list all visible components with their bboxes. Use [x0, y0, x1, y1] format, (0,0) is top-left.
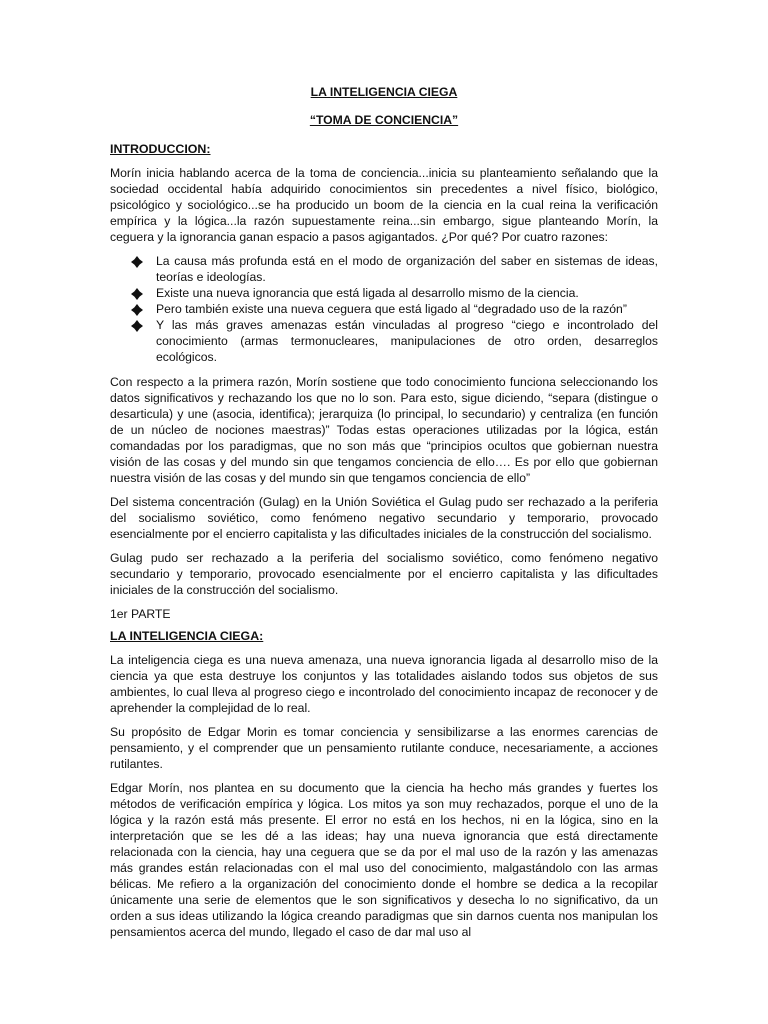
part-label: 1er PARTE — [110, 607, 171, 621]
document-title: LA INTELIGENCIA CIEGA — [310, 85, 458, 99]
list-item — [110, 285, 658, 301]
paragraph-first-reason: Con respecto a la primera razón, Morín sostiene que todo conocimiento funciona seleccionando los datos significativos y rechazando los que no lo son. Para esto, sigue diciendo, “separa (distingue o desarticula) y une (asocia, identifica); jerarquiza (lo principal, lo secundario) y centraliza (en función de un núcleo de nociones maestras)” Todas estas operaciones utilizadas por la lógica, están comandadas por los paradigmas, que no son más que “principios ocultos que gobiernan nuestra visión de las cosas y del mundo sin que tengamos conciencia de ello…. Es por ello que gobiernan nuestra visión de las cosas y del mundo sin que tengamos conciencia de ello” — [110, 375, 658, 485]
list-item-text: Pero también existe una nueva ceguera que está ligado al “degradado uso de la razón” — [156, 302, 627, 316]
reasons-list — [110, 253, 658, 365]
document-subtitle: “TOMA DE CONCIENCIA” — [309, 113, 459, 127]
diamond-bullet-icon — [131, 256, 143, 268]
diamond-bullet-icon — [131, 288, 143, 300]
section-heading: LA INTELIGENCIA CIEGA: — [110, 629, 264, 643]
paragraph-blind-intelligence: La inteligencia ciega es una nueva amenaza, una nueva ignorancia ligada al desarrollo miso de la ciencia ya que esta destruye los conjuntos y las totalidades aislando todos sus objetos de sus ambientes, lo cual lleva al progreso ciego e incontrolado del conocimiento incapaz de reconocer y de aprehender la complejidad de lo real. — [110, 653, 658, 715]
document-body — [110, 84, 658, 948]
paragraph-gulag: Gulag pudo ser rechazado a la periferia del socialismo soviético, como fenómeno negativo secundario y temporario, provocado esencialmente por el encierro capitalista y las dificultades iniciales de la construcción del socialismo. — [110, 551, 658, 597]
intro-paragraph: Morín inicia hablando acerca de la toma de conciencia...inicia su planteamiento señalando que la sociedad occidental había adquirido conocimientos sin precedentes a nivel físico, biológico, psicológico y sociológico...se ha producido un boom de la ciencia en la cual reina la verificación empírica y la lógica...la razón supuestamente reina...sin embargo, sigue planteando Morín, la ceguera y la ignorancia ganan espacio a pasos agigantados. ¿Por qué? Por cuatro razones: — [110, 166, 658, 244]
paragraph-gulag-system: Del sistema concentración (Gulag) en la Unión Soviética el Gulag pudo ser rechazado a la periferia del socialismo soviético, como fenómeno negativo secundario y temporario, provocado esencialmente por el encierro capitalista y las dificultades iniciales de la construcción del socialismo. — [110, 495, 658, 541]
list-item-text: Y las más graves amenazas están vinculadas al progreso “ciego e incontrolado del conocimiento (armas termonucleares, manipulaciones de otro orden, desarreglos ecológicos. — [156, 318, 658, 364]
intro-heading: INTRODUCCION: — [110, 142, 211, 156]
list-item — [110, 253, 658, 285]
diamond-bullet-icon — [131, 320, 143, 332]
diamond-bullet-icon — [131, 304, 143, 316]
list-item-text: Existe una nueva ignorancia que está ligada al desarrollo mismo de la ciencia. — [156, 286, 579, 300]
paragraph-purpose: Su propósito de Edgar Morin es tomar conciencia y sensibilizarse a las enormes carencias de pensamiento, y el comprender que un pensamiento rutilante conduce, necesariamente, a acciones rutilantes. — [110, 725, 658, 771]
paragraph-morin-document: Edgar Morín, nos plantea en su documento que la ciencia ha hecho más grandes y fuertes los métodos de verificación empírica y lógica. Los mitos ya son muy rechazados, porque el uno de la lógica y la razón está más presente. El error no está en los hechos, ni en la lógica, sino en la interpretación que se les dé a las ideas; hay una nueva ignorancia que está directamente relacionada con la ciencia, hay una ceguera que se da por el mal uso de la razón y las amenazas más grandes están relacionadas con el mal uso del conocimiento, malgastándolo con las armas bélicas. Me refiero a la organización del conocimiento donde el hombre se dedica a la recopilar únicamente una serie de elementos que le son significativos y desecha lo no significativo, da un orden a sus ideas utilizando la lógica creando paradigmas que sin darnos cuenta nos manipulan los pensamientos acerca del mundo, llegado el caso de dar mal uso al — [110, 781, 658, 939]
list-item — [110, 301, 658, 317]
list-item-text: La causa más profunda está en el modo de organización del saber en sistemas de ideas, teorías e ideologías. — [156, 254, 658, 284]
list-item — [110, 317, 658, 365]
